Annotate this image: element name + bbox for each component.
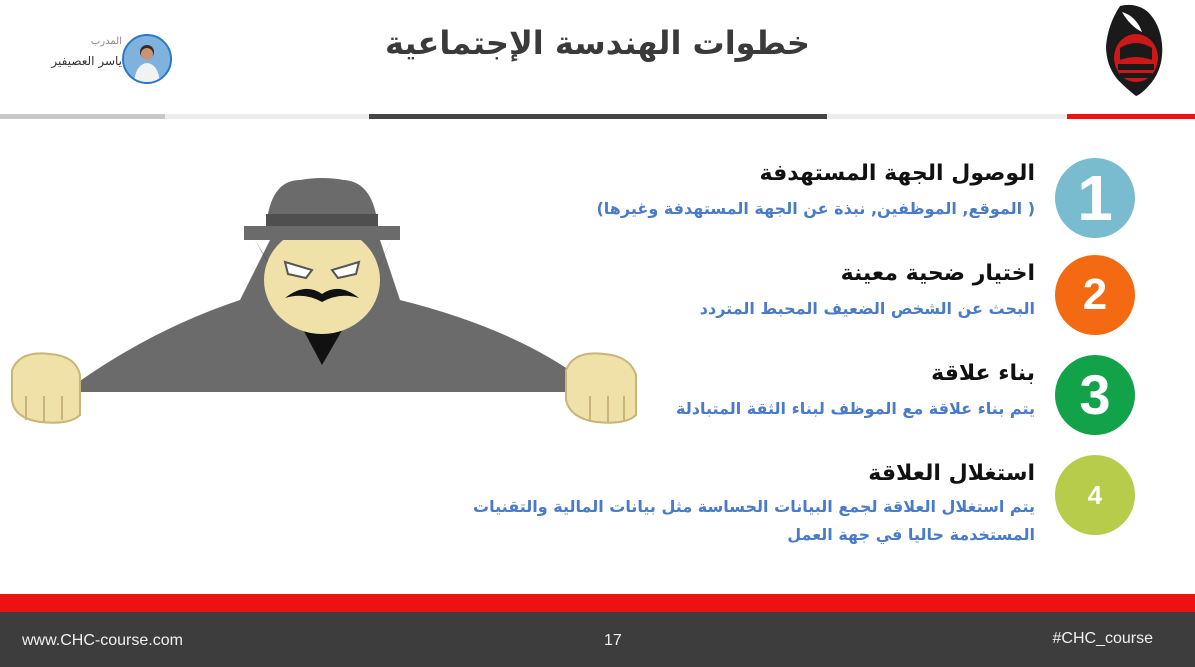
step-number-badge: [1055, 158, 1135, 238]
header: [0, 0, 1195, 120]
step-number-badge: [1055, 355, 1135, 435]
page-title: خطوات الهندسة الإجتماعية: [385, 24, 810, 62]
step-description: البحث عن الشخص الضعيف المحبط المتردد: [699, 299, 1035, 318]
step-number: 2: [1082, 270, 1108, 319]
step-description: يتم بناء علاقة مع الموظف لبناء الثقة المتبادلة: [676, 399, 1035, 418]
trainer-name: ياسر العصيفير: [51, 54, 122, 68]
footer-hashtag: #CHC_course: [1052, 630, 1153, 647]
footer-accent-bar: [0, 594, 1195, 612]
step-description: ( الموقع, الموظفين, نبذة عن الجهة المستهدفة وغيرها): [596, 199, 1035, 218]
header-divider: [0, 114, 1195, 120]
step-number: 3: [1079, 363, 1111, 426]
step-number-badge: [1055, 255, 1135, 335]
step-title: اختيار ضحية معينة: [840, 261, 1035, 286]
hooded-hacker-logo-icon: [1096, 2, 1174, 98]
trainer-label: المدرب: [90, 36, 122, 47]
footer: [0, 612, 1195, 667]
step-title: استغلال العلاقة: [868, 461, 1035, 486]
step-description: يتم استغلال العلاقة لجمع البيانات الحساسة مثل بيانات المالية والتقنيات المستخدمة حاليا في جهة العمل: [473, 497, 1035, 544]
page-number: 17: [604, 632, 622, 649]
spy-character-icon: [0, 170, 650, 430]
step-title: الوصول الجهة المستهدفة: [759, 161, 1035, 186]
step-title: بناء علاقة: [931, 361, 1035, 386]
step-number: 4: [1087, 480, 1103, 510]
step-number-badge: [1055, 455, 1135, 535]
footer-website: www.CHC-course.com: [22, 632, 183, 649]
step-number: 1: [1077, 162, 1113, 234]
